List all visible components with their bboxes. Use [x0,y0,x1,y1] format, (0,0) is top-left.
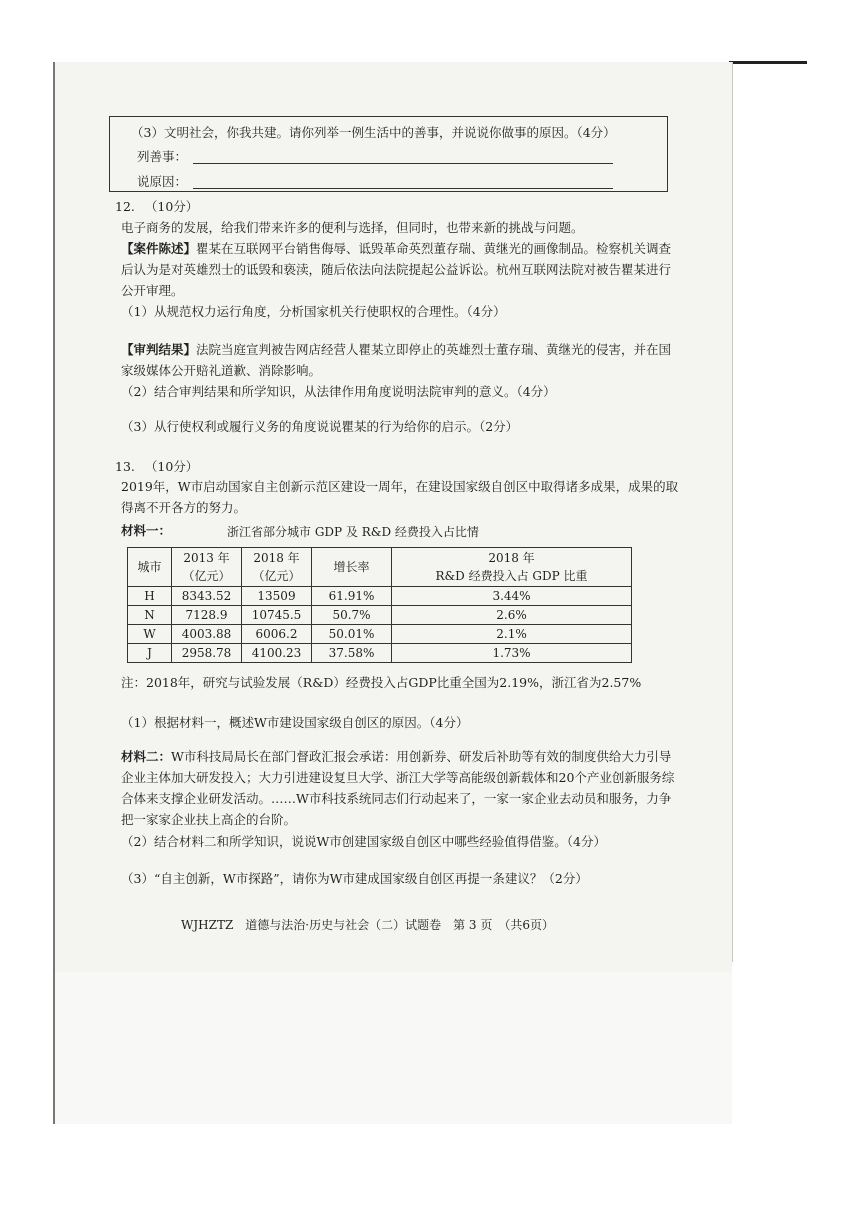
table-cell: H [128,587,172,606]
q13-sub1: （1）根据材料一，概述W市建设国家级自创区的原因。（4分） [121,715,469,730]
material1-label: 材料一： [121,523,172,538]
table-cell: 2958.78 [172,644,242,663]
material2-label: 材料二： [121,749,172,764]
q13-intro: 2019年，W市启动国家自主创新示范区建设一周年，在建设国家级自创区中取得诸多成果，成果的取得离不开各方的努力。 [121,479,679,515]
header-growth: 增长率 [312,548,392,587]
material2-text: W市科技局局长在部门督政汇报会承诺：用创新券、研发后补助等有效的制度供给大力引导企业主体加大研发投入；大力引进建设复旦大学、浙江大学等高能级创新载体和20个产业创新服务综合体来支撑企业研发活动。……W市科技系统同志们行动起来了，一家一家企业去动员和服务，力争把一家家企业扶上高企的台阶。 [121,749,675,827]
table-cell: 50.7% [312,606,392,625]
table-row [128,625,632,644]
q12-sub1: （1）从规范权力运行角度，分析国家机关行使职权的合理性。（4分） [121,304,506,319]
q12-score: （10分） [144,199,199,214]
exam-page [53,62,732,1124]
table-cell: 6006.2 [242,625,312,644]
case-tag: 【案件陈述】 [121,241,197,256]
table-title: 浙江省部分城市 GDP 及 R&D 经费投入占比情 [227,525,479,539]
table-cell: 37.58% [312,644,392,663]
header-city: 城市 [128,548,172,587]
q13-sub2: （2）结合材料二和所学知识，说说W市创建国家级自创区中哪些经验值得借鉴。（4分） [121,834,607,849]
reason-answer-line[interactable] [193,188,613,189]
table-cell: W [128,625,172,644]
q12-number: 12. [115,199,135,214]
reason-label: 说原因： [137,174,188,189]
table-cell: J [128,644,172,663]
table-row [128,606,632,625]
page-footer: WJHZTZ 道德与法治·历史与社会（二）试题卷 第 3 页 （共6页） [181,918,555,932]
header-2013: 2013 年 （亿元） [172,548,242,587]
q13-score: （10分） [144,459,199,474]
q11-part3-prompt: （3）文明社会，你我共建。请你列举一例生活中的善事，并说说你做事的原因。（4分） [131,125,616,140]
page-blank-area [55,972,732,1124]
q12-header [115,196,198,217]
table-cell: 13509 [242,587,312,606]
table-note: 注：2018年，研究与试验发展（R&D）经费投入占GDP比重全国为2.19%，浙江省为2.57% [121,675,642,690]
case-text: 瞿某在互联网平台销售侮辱、诋毁革命英烈董存瑞、黄继光的画像制品。检察机关调查后认为是对英雄烈士的诋毁和亵渎，随后依法向法院提起公益诉讼。杭州互联网法院对被告瞿某进行公开审理。 [121,241,672,298]
table-cell: 7128.9 [172,606,242,625]
scan-edge-bar [729,61,807,64]
table-row [128,644,632,663]
header-2018: 2018 年 （亿元） [242,548,312,587]
q13-sub3: （3）“自主创新，W市探路”，请你为W市建成国家级自创区再提一条建议？（2分） [121,871,588,886]
q12-intro: 电子商务的发展，给我们带来许多的便利与选择，但同时，也带来新的挑战与问题。 [121,220,584,235]
table-row [128,587,632,606]
q13-number: 13. [115,459,135,474]
table-cell: 8343.52 [172,587,242,606]
q12-sub2: （2）结合审判结果和所学知识，从法律作用角度说明法院审判的意义。（4分） [121,384,556,399]
table-cell: 1.73% [392,644,632,663]
q12-result [121,339,677,381]
result-text: 法院当庭宣判被告网店经营人瞿某立即停止的英雄烈士董存瑞、黄继光的侵害，并在国家级媒体公开赔礼道歉、消除影响。 [121,342,672,378]
good-deed-answer-line[interactable] [193,163,613,164]
gdp-table [127,547,632,663]
q12-sub3: （3）从行使权利或履行义务的角度说说瞿某的行为给你的启示。（2分） [121,419,519,434]
table-cell: 3.44% [392,587,632,606]
material2 [121,746,677,830]
q13-header [115,456,198,477]
header-rd-ratio: 2018 年 R&D 经费投入占 GDP 比重 [392,548,632,587]
table-cell: 2.1% [392,625,632,644]
table-cell: 61.91% [312,587,392,606]
table-cell: N [128,606,172,625]
good-deed-label: 列善事： [137,149,188,164]
table-cell: 2.6% [392,606,632,625]
table-cell: 4003.88 [172,625,242,644]
table-cell: 50.01% [312,625,392,644]
table-cell: 4100.23 [242,644,312,663]
table-header-row [128,548,632,587]
page-edge [732,62,733,962]
table-cell: 10745.5 [242,606,312,625]
q12-case [121,238,677,301]
result-tag: 【审判结果】 [121,342,197,357]
